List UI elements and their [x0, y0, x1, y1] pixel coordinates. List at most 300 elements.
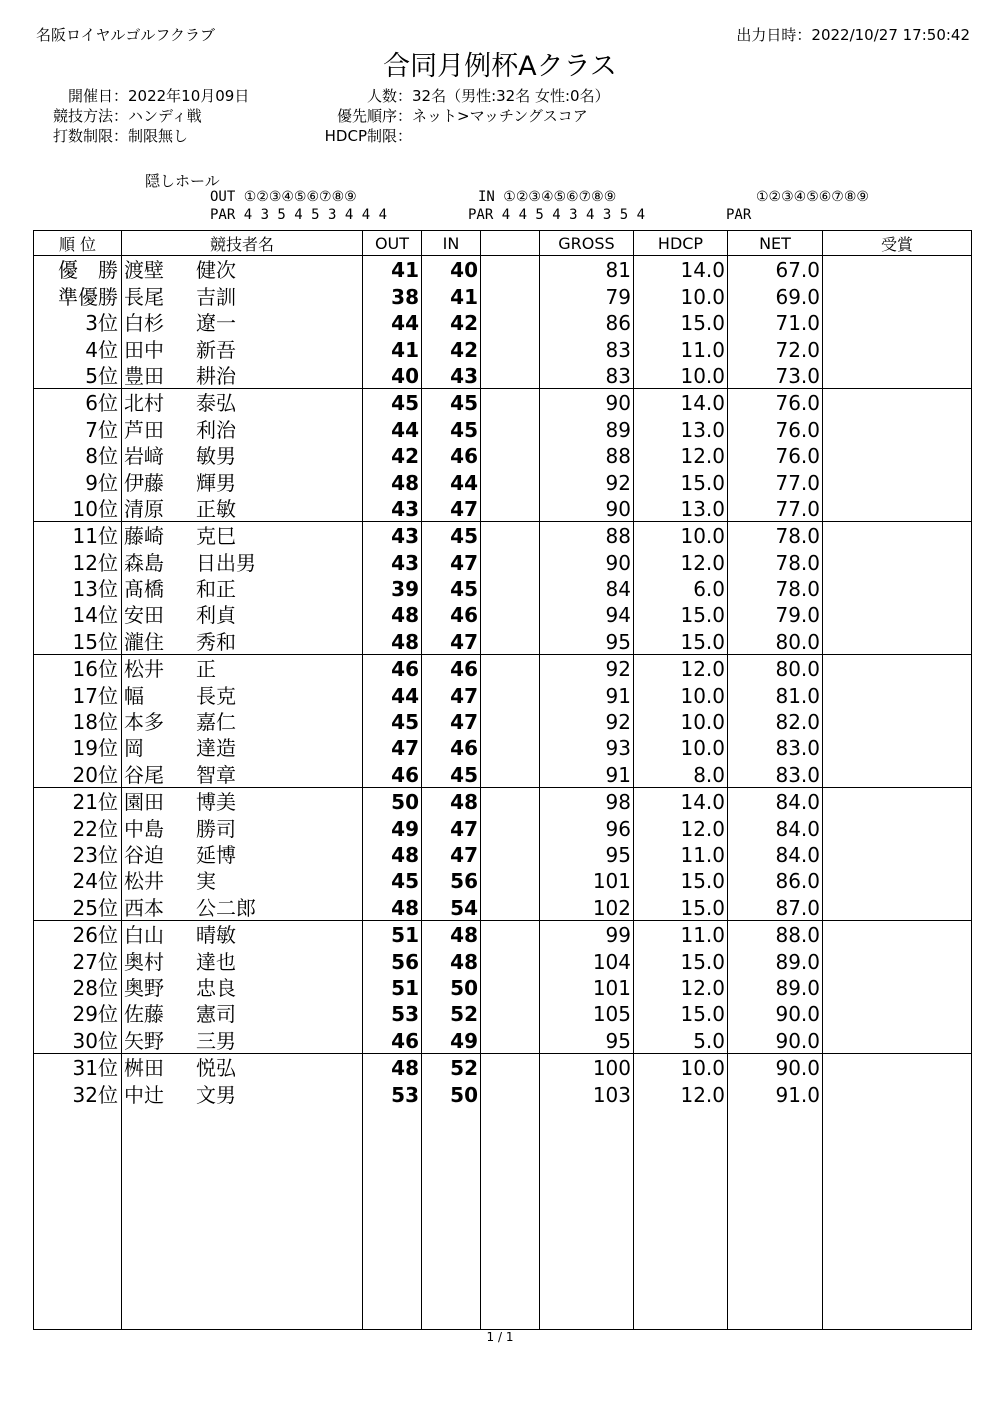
blank-cell: [481, 309, 540, 335]
rank-cell: 7位: [34, 415, 122, 441]
in-score: 46: [422, 442, 481, 468]
out-score: 38: [363, 282, 422, 308]
award-cell: [823, 708, 972, 734]
name-cell: [122, 787, 363, 814]
player-family-name: 森島: [124, 550, 164, 575]
gross-score: 103: [540, 1080, 634, 1106]
table-row: [34, 681, 972, 707]
results-table: [33, 230, 972, 1330]
award-cell: [823, 893, 972, 920]
award-cell: [823, 1053, 972, 1080]
table-row: [34, 575, 972, 601]
rank-cell: 9位: [34, 468, 122, 494]
hidden-holes-in: [468, 188, 645, 224]
blank-cell: [481, 654, 540, 681]
table-row: [34, 760, 972, 787]
blank-cell: [481, 1053, 540, 1080]
rank-cell: 12位: [34, 548, 122, 574]
table-row: [34, 442, 972, 468]
table-row: [34, 256, 972, 283]
in-score: 44: [422, 468, 481, 494]
empty-cell: [540, 1107, 634, 1330]
net-score: 76.0: [728, 442, 823, 468]
blank-cell: [481, 335, 540, 361]
rank-cell: 8位: [34, 442, 122, 468]
rank-cell: 32位: [34, 1080, 122, 1106]
player-family-name: 中辻: [124, 1082, 164, 1107]
table-body: [34, 256, 972, 1330]
player-family-name: 岩﨑: [124, 444, 164, 469]
empty-cell: [422, 1107, 481, 1330]
name-cell: [122, 974, 363, 1000]
blank-cell: [481, 1026, 540, 1053]
out-score: 45: [363, 388, 422, 415]
player-family-name: 谷尾: [124, 762, 164, 787]
name-cell: [122, 627, 363, 654]
award-cell: [823, 627, 972, 654]
rank-cell: 14位: [34, 601, 122, 627]
player-given-name: 勝司: [196, 816, 236, 841]
rank-cell: 27位: [34, 947, 122, 973]
name-cell: [122, 1026, 363, 1053]
in-score: 50: [422, 974, 481, 1000]
out-score: 42: [363, 442, 422, 468]
name-cell: [122, 468, 363, 494]
player-given-name: 三男: [196, 1028, 236, 1053]
gross-score: 83: [540, 362, 634, 389]
table-row: [34, 309, 972, 335]
blank-cell: [481, 734, 540, 760]
player-family-name: 矢野: [124, 1028, 164, 1053]
in-score: 42: [422, 309, 481, 335]
col-out: OUT: [363, 231, 422, 256]
player-given-name: 悦弘: [196, 1056, 236, 1081]
rank-cell: 18位: [34, 708, 122, 734]
net-score: 87.0: [728, 893, 823, 920]
net-score: 76.0: [728, 388, 823, 415]
blank-cell: [481, 495, 540, 522]
handicap: 15.0: [634, 309, 728, 335]
third-par: PAR: [726, 207, 752, 223]
count-label: 人数：: [366, 87, 412, 105]
out-score: 48: [363, 627, 422, 654]
table-row: [34, 282, 972, 308]
table-row: [34, 388, 972, 415]
award-cell: [823, 1000, 972, 1026]
rank-cell: 準優勝: [34, 282, 122, 308]
in-score: 56: [422, 867, 481, 893]
name-cell: [122, 415, 363, 441]
name-cell: [122, 654, 363, 681]
in-par: PAR 4 4 5 4 3 4 3 5 4: [468, 207, 646, 223]
in-score: 43: [422, 362, 481, 389]
in-score: 52: [422, 1000, 481, 1026]
player-given-name: 健次: [196, 258, 236, 283]
rank-cell: 29位: [34, 1000, 122, 1026]
out-score: 49: [363, 814, 422, 840]
rank-cell: 21位: [34, 787, 122, 814]
net-score: 81.0: [728, 681, 823, 707]
blank-cell: [481, 760, 540, 787]
out-par: PAR 4 3 5 4 5 3 4 4 4: [210, 207, 388, 223]
table-row: [34, 548, 972, 574]
blank-cell: [481, 282, 540, 308]
player-given-name: 和正: [196, 577, 236, 602]
award-cell: [823, 362, 972, 389]
handicap: 12.0: [634, 974, 728, 1000]
player-family-name: 谷迫: [124, 842, 164, 867]
handicap: 11.0: [634, 335, 728, 361]
rank-cell: 16位: [34, 654, 122, 681]
col-name: 競技者名: [122, 231, 363, 256]
gross-score: 104: [540, 947, 634, 973]
award-cell: [823, 681, 972, 707]
award-cell: [823, 1080, 972, 1106]
gross-score: 101: [540, 974, 634, 1000]
net-score: 77.0: [728, 468, 823, 494]
out-score: 47: [363, 734, 422, 760]
net-score: 77.0: [728, 495, 823, 522]
award-cell: [823, 787, 972, 814]
method-value: ハンディ戦: [128, 107, 202, 125]
player-given-name: 遼一: [196, 311, 236, 336]
player-family-name: 清原: [124, 496, 164, 521]
table-row: [34, 1080, 972, 1106]
name-cell: [122, 388, 363, 415]
handicap: 14.0: [634, 388, 728, 415]
blank-cell: [481, 601, 540, 627]
out-score: 53: [363, 1080, 422, 1106]
handicap: 10.0: [634, 282, 728, 308]
out-score: 43: [363, 521, 422, 548]
player-family-name: 松井: [124, 657, 164, 682]
out-score: 40: [363, 362, 422, 389]
player-family-name: 中島: [124, 816, 164, 841]
in-holes: IN ①②③④⑤⑥⑦⑧⑨: [478, 189, 617, 205]
player-given-name: 忠良: [196, 975, 236, 1000]
blank-cell: [481, 814, 540, 840]
net-score: 78.0: [728, 548, 823, 574]
page-title: 合同月例杯Aクラス: [383, 51, 617, 82]
out-score: 48: [363, 1053, 422, 1080]
out-score: 43: [363, 548, 422, 574]
award-cell: [823, 654, 972, 681]
in-score: 47: [422, 627, 481, 654]
player-given-name: 正敏: [196, 496, 236, 521]
net-score: 90.0: [728, 1000, 823, 1026]
gross-score: 95: [540, 841, 634, 867]
name-cell: [122, 282, 363, 308]
net-score: 73.0: [728, 362, 823, 389]
rank-cell: 優 勝: [34, 256, 122, 283]
out-score: 46: [363, 1026, 422, 1053]
in-score: 45: [422, 575, 481, 601]
in-score: 46: [422, 601, 481, 627]
award-cell: [823, 282, 972, 308]
player-family-name: 長尾: [124, 284, 164, 309]
player-family-name: 松井: [124, 869, 164, 894]
player-given-name: 晴敏: [196, 923, 236, 948]
award-cell: [823, 256, 972, 283]
gross-score: 92: [540, 708, 634, 734]
player-given-name: 敏男: [196, 444, 236, 469]
net-score: 71.0: [728, 309, 823, 335]
in-score: 47: [422, 548, 481, 574]
name-cell: [122, 309, 363, 335]
in-score: 47: [422, 814, 481, 840]
name-cell: [122, 920, 363, 947]
handicap: 13.0: [634, 415, 728, 441]
player-family-name: 伊藤: [124, 470, 164, 495]
in-score: 46: [422, 734, 481, 760]
net-score: 88.0: [728, 920, 823, 947]
player-given-name: 新吾: [196, 337, 236, 362]
in-score: 40: [422, 256, 481, 283]
net-score: 91.0: [728, 1080, 823, 1106]
handicap: 10.0: [634, 521, 728, 548]
table-row: [34, 734, 972, 760]
award-cell: [823, 920, 972, 947]
club-name: 名阪ロイヤルゴルフクラブ: [36, 26, 215, 44]
table-row: [34, 867, 972, 893]
net-score: 83.0: [728, 734, 823, 760]
gross-score: 99: [540, 920, 634, 947]
player-given-name: 利貞: [196, 603, 236, 628]
player-family-name: 田中: [124, 337, 164, 362]
rank-cell: 19位: [34, 734, 122, 760]
rank-cell: 30位: [34, 1026, 122, 1053]
table-row: [34, 362, 972, 389]
out-score: 50: [363, 787, 422, 814]
priority-value: ネット>マッチングスコア: [412, 107, 588, 125]
out-score: 48: [363, 893, 422, 920]
rank-cell: 25位: [34, 893, 122, 920]
net-score: 86.0: [728, 867, 823, 893]
table-row: [34, 415, 972, 441]
net-score: 78.0: [728, 521, 823, 548]
player-given-name: 長克: [196, 683, 236, 708]
name-cell: [122, 841, 363, 867]
blank-cell: [481, 415, 540, 441]
player-family-name: 渡壁: [124, 258, 164, 283]
blank-cell: [481, 575, 540, 601]
award-cell: [823, 442, 972, 468]
player-given-name: 博美: [196, 790, 236, 815]
handicap: 15.0: [634, 867, 728, 893]
player-family-name: 瀧住: [124, 629, 164, 654]
table-row: [34, 601, 972, 627]
rank-cell: 26位: [34, 920, 122, 947]
player-given-name: 吉訓: [196, 284, 236, 309]
name-cell: [122, 947, 363, 973]
player-given-name: 達也: [196, 949, 236, 974]
rank-cell: 28位: [34, 974, 122, 1000]
rank-cell: 24位: [34, 867, 122, 893]
handicap: 10.0: [634, 681, 728, 707]
table-row: [34, 654, 972, 681]
out-score: 51: [363, 974, 422, 1000]
print-timestamp: 出力日時：2022/10/27 17:50:42: [736, 26, 970, 44]
blank-cell: [481, 708, 540, 734]
out-score: 46: [363, 654, 422, 681]
player-given-name: 泰弘: [196, 391, 236, 416]
blank-cell: [481, 947, 540, 973]
net-score: 78.0: [728, 575, 823, 601]
rank-cell: 13位: [34, 575, 122, 601]
handicap: 12.0: [634, 548, 728, 574]
player-given-name: 達造: [196, 736, 236, 761]
gross-score: 83: [540, 335, 634, 361]
name-cell: [122, 760, 363, 787]
blank-cell: [481, 1080, 540, 1106]
name-cell: [122, 893, 363, 920]
handicap: 15.0: [634, 601, 728, 627]
name-cell: [122, 521, 363, 548]
handicap: 11.0: [634, 920, 728, 947]
out-score: 53: [363, 1000, 422, 1026]
player-family-name: 西本: [124, 895, 164, 920]
handicap: 11.0: [634, 841, 728, 867]
player-family-name: 藤崎: [124, 524, 164, 549]
col-hdcp: HDCP: [634, 231, 728, 256]
name-cell: [122, 1080, 363, 1106]
name-cell: [122, 575, 363, 601]
table-row: [34, 814, 972, 840]
out-score: 46: [363, 760, 422, 787]
player-family-name: 豊田: [124, 363, 164, 388]
handicap: 13.0: [634, 495, 728, 522]
rank-cell: 3位: [34, 309, 122, 335]
net-score: 67.0: [728, 256, 823, 283]
player-given-name: 智章: [196, 762, 236, 787]
handicap: 15.0: [634, 1000, 728, 1026]
empty-cell: [122, 1107, 363, 1330]
handicap: 12.0: [634, 1080, 728, 1106]
gross-score: 94: [540, 601, 634, 627]
third-holes: ①②③④⑤⑥⑦⑧⑨: [756, 189, 869, 205]
award-cell: [823, 814, 972, 840]
rank-cell: 23位: [34, 841, 122, 867]
out-score: 43: [363, 495, 422, 522]
gross-score: 90: [540, 388, 634, 415]
out-score: 48: [363, 468, 422, 494]
col-rank: 順 位: [34, 231, 122, 256]
rank-cell: 6位: [34, 388, 122, 415]
in-score: 45: [422, 521, 481, 548]
in-score: 48: [422, 947, 481, 973]
empty-cell: [363, 1107, 422, 1330]
gross-score: 105: [540, 1000, 634, 1026]
table-row: [34, 841, 972, 867]
gross-score: 88: [540, 521, 634, 548]
gross-score: 102: [540, 893, 634, 920]
rank-cell: 11位: [34, 521, 122, 548]
empty-cell: [634, 1107, 728, 1330]
handicap: 10.0: [634, 362, 728, 389]
gross-score: 90: [540, 495, 634, 522]
empty-cell: [823, 1107, 972, 1330]
award-cell: [823, 575, 972, 601]
priority-label: 優先順序：: [336, 107, 412, 125]
table-row: [34, 974, 972, 1000]
player-given-name: 利治: [196, 417, 236, 442]
award-cell: [823, 601, 972, 627]
player-family-name: 奥野: [124, 975, 164, 1000]
player-given-name: 延博: [196, 842, 236, 867]
net-score: 84.0: [728, 841, 823, 867]
out-score: 44: [363, 309, 422, 335]
handicap: 6.0: [634, 575, 728, 601]
handicap: 5.0: [634, 1026, 728, 1053]
blank-cell: [481, 362, 540, 389]
award-cell: [823, 867, 972, 893]
player-given-name: 実: [196, 869, 216, 894]
table-row: [34, 627, 972, 654]
table-row: [34, 947, 972, 973]
player-family-name: 桝田: [124, 1056, 164, 1081]
out-score: 41: [363, 335, 422, 361]
empty-cell: [481, 1107, 540, 1330]
in-score: 41: [422, 282, 481, 308]
empty-cell: [728, 1107, 823, 1330]
net-score: 89.0: [728, 947, 823, 973]
col-gross: GROSS: [540, 231, 634, 256]
award-cell: [823, 1026, 972, 1053]
gross-score: 92: [540, 654, 634, 681]
blank-cell: [481, 893, 540, 920]
blank-cell: [481, 256, 540, 283]
award-cell: [823, 335, 972, 361]
award-cell: [823, 841, 972, 867]
gross-score: 95: [540, 627, 634, 654]
out-score: 44: [363, 415, 422, 441]
player-family-name: 園田: [124, 790, 164, 815]
award-cell: [823, 974, 972, 1000]
award-cell: [823, 309, 972, 335]
award-cell: [823, 468, 972, 494]
net-score: 80.0: [728, 627, 823, 654]
count-value: 32名（男性:32名 女性:0名）: [412, 87, 610, 105]
rank-cell: 15位: [34, 627, 122, 654]
net-score: 80.0: [728, 654, 823, 681]
player-family-name: 本多: [124, 710, 164, 735]
player-given-name: 秀和: [196, 629, 236, 654]
handicap: 10.0: [634, 708, 728, 734]
rank-cell: 5位: [34, 362, 122, 389]
name-cell: [122, 601, 363, 627]
out-score: 41: [363, 256, 422, 283]
blank-cell: [481, 388, 540, 415]
table-header-row: [34, 231, 972, 256]
in-score: 52: [422, 1053, 481, 1080]
handicap: 12.0: [634, 442, 728, 468]
handicap: 12.0: [634, 814, 728, 840]
gross-score: 93: [540, 734, 634, 760]
date-value: 2022年10月09日: [128, 87, 250, 105]
blank-cell: [481, 548, 540, 574]
gross-score: 89: [540, 415, 634, 441]
player-given-name: 克巳: [196, 524, 236, 549]
name-cell: [122, 335, 363, 361]
blank-cell: [481, 442, 540, 468]
table-row: [34, 335, 972, 361]
method-label: 競技方法：: [52, 107, 128, 125]
handicap: 8.0: [634, 760, 728, 787]
player-family-name: 岡: [124, 736, 144, 761]
award-cell: [823, 521, 972, 548]
player-family-name: 北村: [124, 391, 164, 416]
award-cell: [823, 947, 972, 973]
